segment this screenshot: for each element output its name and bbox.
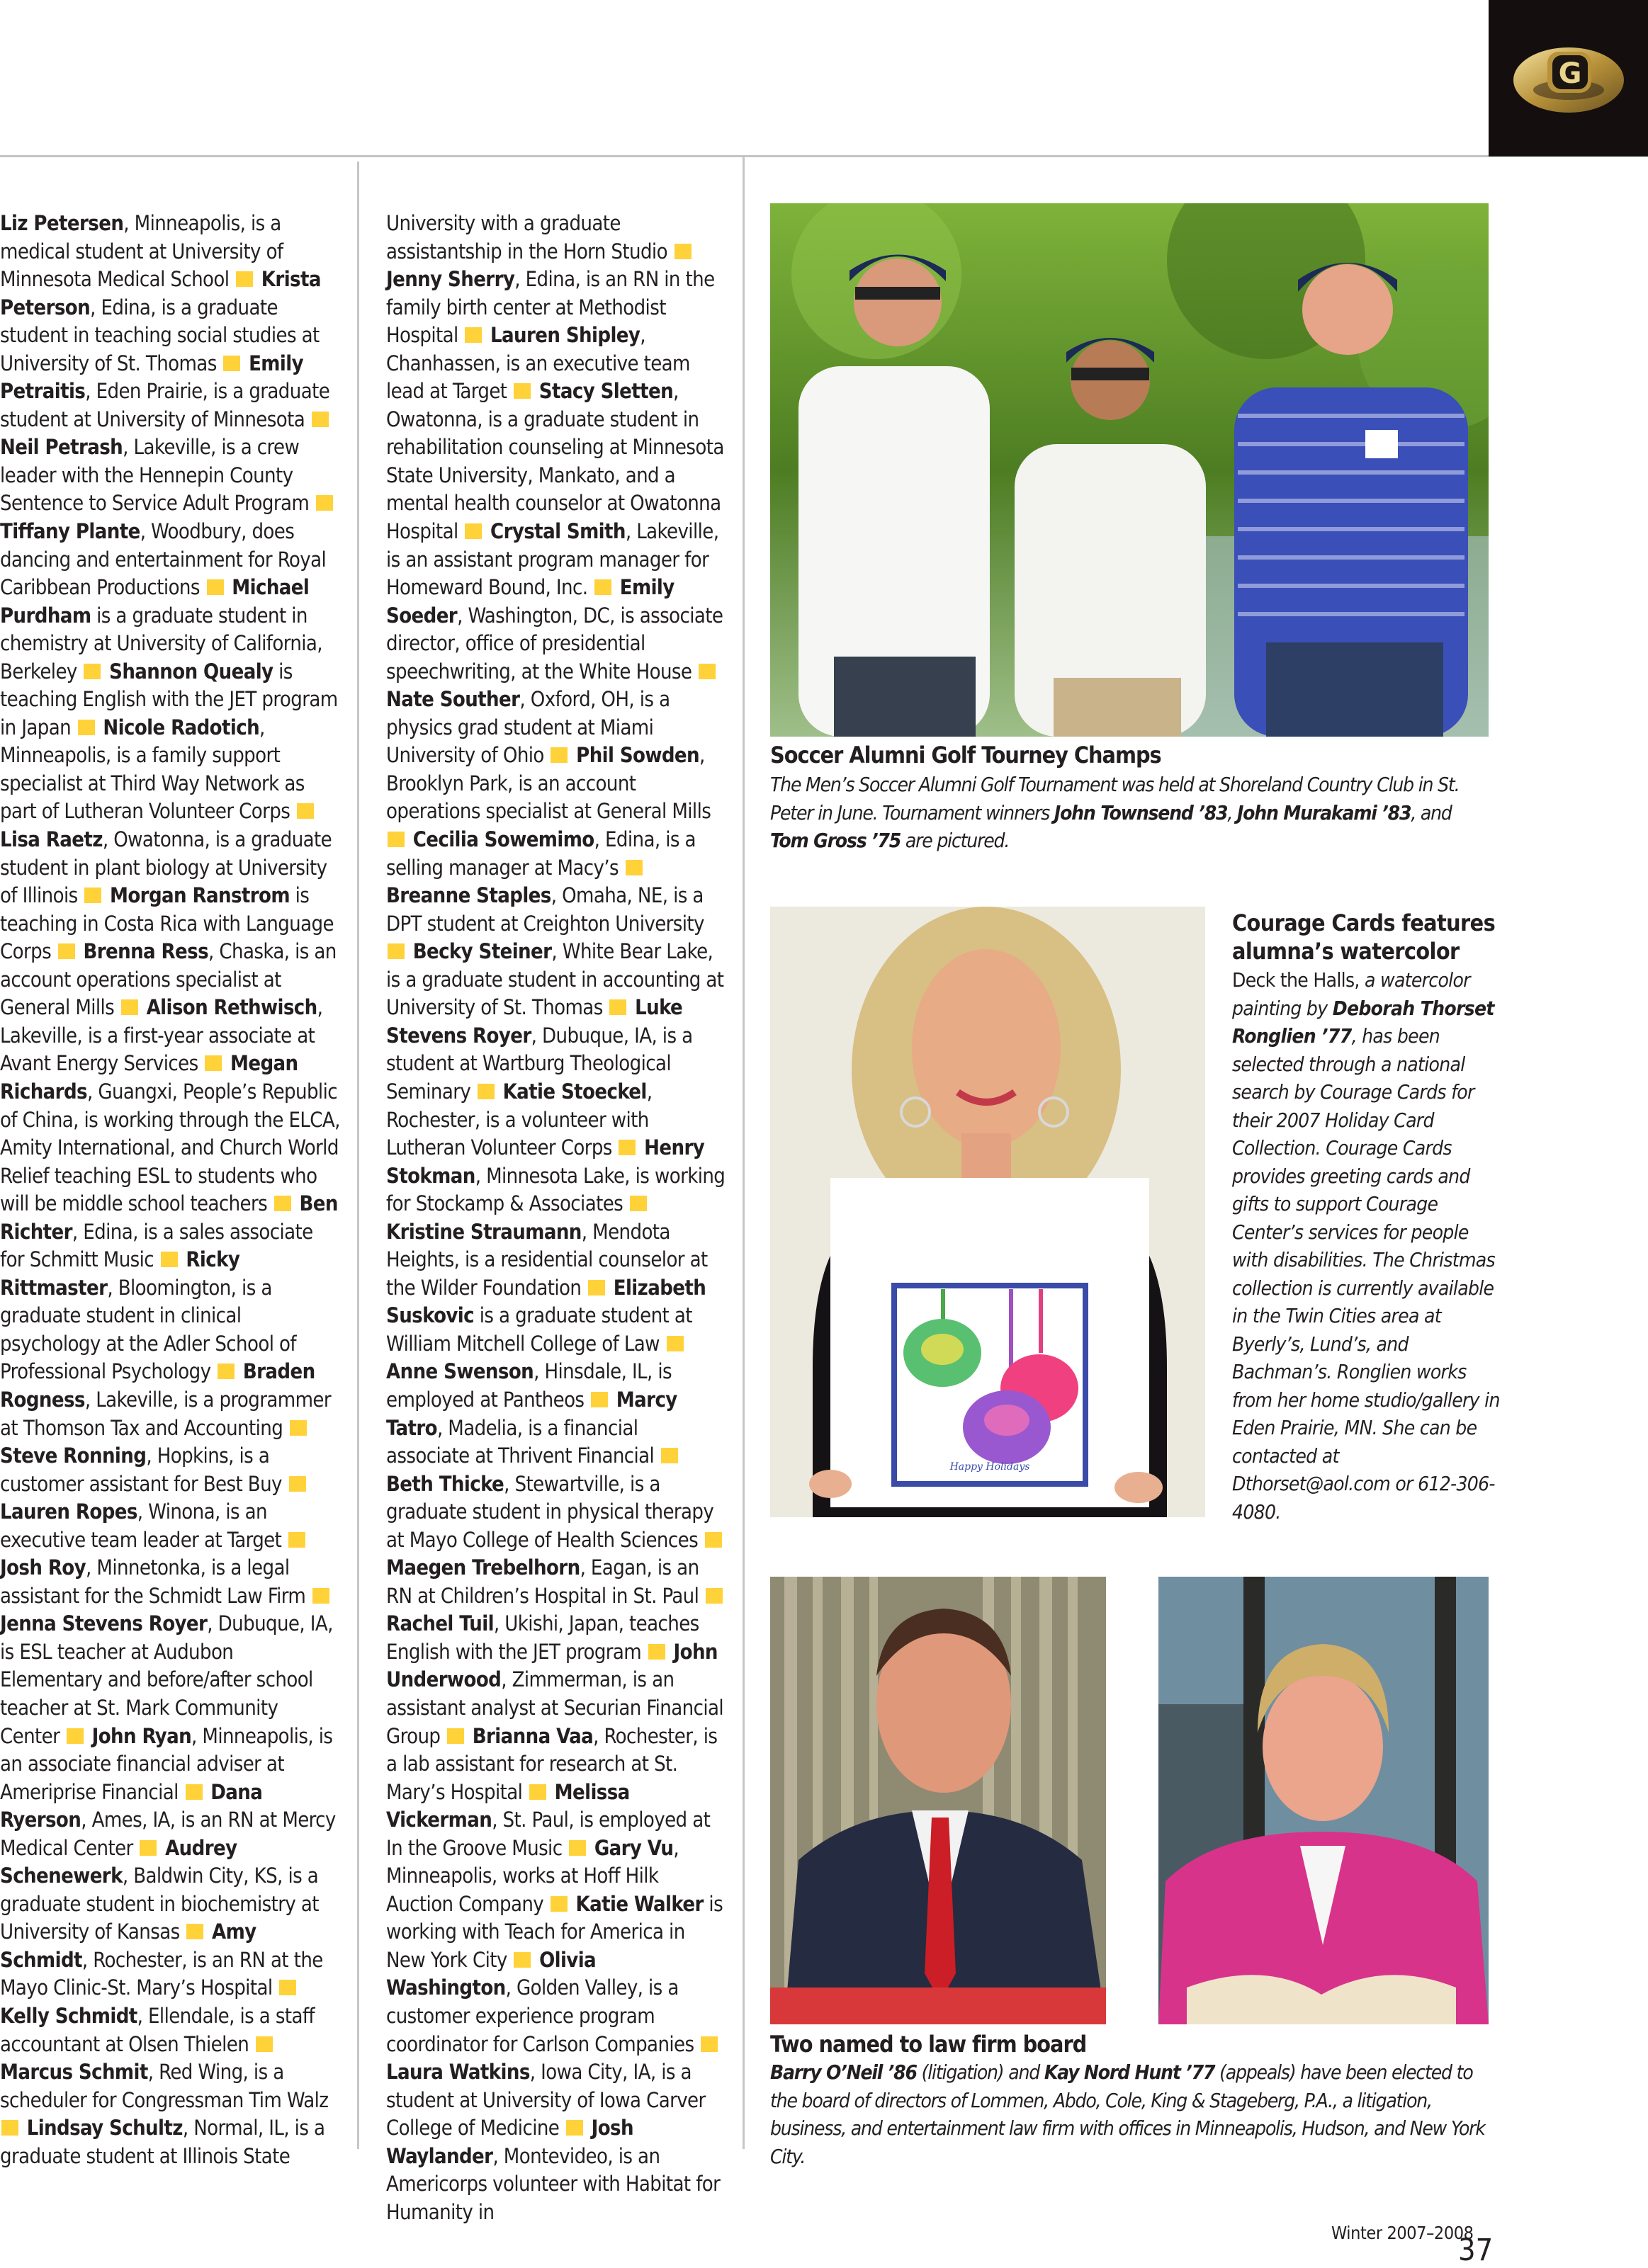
- kay-nord-hunt-photo: [1158, 1577, 1489, 2024]
- yellow-square-bullet-icon: [699, 664, 716, 679]
- alumnus-note: , Dubuque, IA, is ESL teacher at Audubon Elementary and before/after school teacher at St. Mark Community Center: [0, 1611, 333, 1748]
- golf-champs-photo: [770, 203, 1489, 737]
- card-text: Happy Holidays: [949, 1461, 1030, 1473]
- alumnus-name: Melissa Vickerman: [386, 1779, 630, 1832]
- yellow-square-bullet-icon: [78, 720, 95, 735]
- yellow-square-bullet-icon: [465, 327, 482, 343]
- alumnus-name: Jenna Stevens Royer: [0, 1611, 208, 1636]
- yellow-square-bullet-icon: [648, 1644, 665, 1660]
- alumnus-note: , Minneapolis, works at Hoff Hilk Auction Company: [386, 1835, 679, 1916]
- alumnus-note: , Eden Prairie, is a graduate student at University of Minnesota: [0, 379, 330, 431]
- yellow-square-bullet-icon: [297, 803, 314, 819]
- yellow-square-bullet-icon: [84, 888, 101, 903]
- yellow-square-bullet-icon: [569, 1840, 586, 1856]
- alumnus-note: is a graduate student in chemistry at University of California, Berkeley: [0, 603, 322, 684]
- alumnus-note: , Brooklyn Park, is an account operations specialist at General Mills: [386, 743, 711, 824]
- alumnus-name: Brenna Ress: [83, 939, 209, 964]
- yellow-square-bullet-icon: [551, 1896, 568, 1912]
- yellow-square-bullet-icon: [236, 271, 253, 287]
- yellow-square-bullet-icon: [388, 832, 405, 847]
- golf-caption-separator: , and: [1411, 800, 1452, 824]
- yellow-square-bullet-icon: [121, 999, 138, 1015]
- alumnus-note: , Washington, DC, is associate director, office of presidential speechwriting, at the White House: [386, 603, 723, 684]
- alumnus-name: Brianna Vaa: [472, 1723, 594, 1748]
- alumnus-note: , Dubuque, IA, is a student at Wartburg Theological Seminary: [386, 1023, 693, 1104]
- yellow-square-bullet-icon: [675, 244, 692, 259]
- yellow-square-bullet-icon: [1, 2120, 18, 2136]
- golf-caption-title: Soccer Alumni Golf Tourney Champs: [770, 742, 1161, 769]
- artist-name: Deborah Thorset Ronglien ’77: [1232, 996, 1494, 1048]
- alumnus-note: , Lakeville, is a first-year associate at Avant Energy Services: [0, 995, 323, 1076]
- alumnus-note: , Ukishi, Japan, teaches English with the JET program: [386, 1611, 699, 1664]
- alumnus-name: Michael Purdham: [0, 575, 310, 628]
- golf-caption-separator: ,: [1227, 800, 1237, 824]
- alumnus-note: , Oxford, OH, is a physics grad student at Miami University of Ohio: [386, 687, 670, 768]
- board-member-name: Barry O’Neil ’86: [770, 2060, 917, 2084]
- golf-caption-text: are pictured.: [901, 829, 1010, 852]
- yellow-square-bullet-icon: [588, 1280, 605, 1295]
- law-photo-1-illustration: [770, 1577, 1106, 2024]
- yellow-square-bullet-icon: [288, 1532, 305, 1548]
- alumnus-name: Steve Ronning: [0, 1444, 147, 1468]
- alumnus-name: Crystal Smith: [490, 519, 626, 544]
- alumnus-note: , Lakeville, is a programmer at Thomson Tax and Accounting: [0, 1387, 331, 1440]
- alumnus-note: , Rochester, is a volunteer with Lutheran Volunteer Corps: [386, 1079, 653, 1160]
- alumnus-name: Dana Ryerson: [0, 1779, 263, 1832]
- alumnus-note: , Hinsdale, IL, is employed at Pantheos: [386, 1359, 672, 1412]
- column-divider-2: [743, 157, 745, 2149]
- alumnus-name: Olivia Washington: [386, 1947, 597, 2000]
- artwork-title: Deck the Halls,: [1232, 968, 1360, 992]
- alumnus-note: , Edina, is a sales associate for Schmitt Music: [0, 1219, 313, 1272]
- golf-caption-text: The Men’s Soccer Alumni Golf Tournament was held at Shoreland Country Club in St. Peter in June. Tournament winners: [770, 773, 1460, 824]
- yellow-square-bullet-icon: [465, 523, 482, 539]
- alumnus-note: is teaching English with the JET program in Japan: [0, 659, 338, 739]
- alumnus-name: Megan Richards: [0, 1051, 298, 1104]
- yellow-square-bullet-icon: [529, 1784, 546, 1800]
- alumnus-note: , Baldwin City, KS, is a graduate student in biochemistry at University of Kansas: [0, 1864, 319, 1944]
- lawfirm-caption-text: (litigation) and: [916, 2060, 1044, 2084]
- alumnus-name: Cecilia Sowemimo: [412, 827, 594, 852]
- yellow-square-bullet-icon: [478, 1084, 495, 1099]
- yellow-square-bullet-icon: [186, 1784, 203, 1800]
- yellow-square-bullet-icon: [223, 356, 240, 371]
- alumnus-note: , White Bear Lake, is a graduate student in accounting at University of St. Thomas: [386, 939, 724, 1020]
- alumnus-note: , St. Paul, is employed at In the Groove Music: [386, 1808, 711, 1860]
- alumnus-name: Rachel Tuil: [386, 1611, 494, 1636]
- yellow-square-bullet-icon: [705, 1532, 722, 1548]
- alumnus-name: Becky Steiner: [412, 939, 552, 964]
- board-member-name: Kay Nord Hunt ’77: [1044, 2060, 1215, 2084]
- alumnus-name: Henry Stokman: [386, 1135, 705, 1188]
- alumnus-name: Ricky Rittmaster: [0, 1247, 240, 1300]
- yellow-square-bullet-icon: [256, 2036, 273, 2052]
- yellow-square-bullet-icon: [388, 943, 405, 959]
- yellow-square-bullet-icon: [161, 1252, 178, 1267]
- yellow-square-bullet-icon: [312, 1588, 329, 1604]
- alumnus-note: , Woodbury, does dancing and entertainment for Royal Caribbean Productions: [0, 519, 327, 600]
- alumnus-name: Tiffany Plante: [0, 519, 140, 544]
- alumnus-note: , Minneapolis, is a medical student at University of Minnesota Medical School: [0, 211, 283, 292]
- lawfirm-caption-text: (appeals) have been elected to the board of directors of Lommen, Abdo, Cole, King & Stageberg, P.A., a litigation, business, and entertainment law firm with offices in Minneapolis, Hudson, and New York City.: [770, 2060, 1485, 2168]
- yellow-square-bullet-icon: [290, 1420, 307, 1436]
- alumnus-note: , Edina, is a selling manager at Macy’s: [386, 827, 696, 880]
- alumnus-name: Elizabeth Suskovic: [386, 1275, 706, 1328]
- alumnus-note: , Rochester, is a lab assistant for research at St. Mary’s Hospital: [386, 1723, 718, 1804]
- alumnus-name: Jenny Sherry: [386, 267, 515, 292]
- alumnus-name: Marcus Schmit: [0, 2060, 148, 2085]
- yellow-square-bullet-icon: [566, 2120, 583, 2136]
- alumnus-note: , Mendota Heights, is a residential counselor at the Wilder Foundation: [386, 1219, 708, 1300]
- alumnus-note: , Omaha, NE, is a DPT student at Creighton University: [386, 883, 704, 936]
- alumnus-name: Lisa Raetz: [0, 827, 103, 852]
- alumnus-note: , Owatonna, is a graduate student in rehabilitation counseling at Minnesota State University, Mankato, and a mental health counselor at Owatonna Hospital: [386, 379, 724, 544]
- alumnus-name: Maegen Trebelhorn: [386, 1555, 580, 1580]
- alumnus-note: , Golden Valley, is a customer experience program coordinator for Carlson Companies: [386, 1975, 694, 2056]
- alumnus-note: , Winona, is an executive team leader at Target: [0, 1499, 282, 1552]
- alumnus-note: , Minneapolis, is an associate financial adviser at Ameriprise Financial: [0, 1723, 333, 1804]
- yellow-square-bullet-icon: [706, 1588, 723, 1604]
- alumnus-name: Katie Walker: [575, 1891, 704, 1916]
- alumnus-name: Audrey Schenewerk: [0, 1835, 237, 1888]
- alumnus-note: , Chaska, is an account operations specialist at General Mills: [0, 939, 337, 1020]
- yellow-square-bullet-icon: [701, 2036, 718, 2052]
- alumnus-name: Beth Thicke: [386, 1471, 504, 1496]
- lawfirm-caption-body: [770, 2058, 1493, 2170]
- alumnus-name: Katie Stoeckel: [502, 1079, 647, 1104]
- alumnus-note: , Edina, is a graduate student in teaching social studies at University of St. Thomas: [0, 295, 320, 375]
- alumnus-name: Shannon Quealy: [109, 659, 273, 684]
- alumnus-note: is teaching in Costa Rica with Language Corps: [0, 883, 334, 964]
- courage-caption-title: Courage Cards features alumna’s watercolor: [1232, 909, 1496, 965]
- alumnus-name: Lauren Shipley: [490, 323, 640, 348]
- alumnus-note: , Guangxi, People’s Republic of China, is working through the ELCA, Amity International, and Church World Relief teaching ESL to students who will be middle school teachers: [0, 1079, 340, 1216]
- alumnus-name: Josh Waylander: [386, 2116, 633, 2168]
- alumnus-name: Braden Rogness: [0, 1359, 315, 1412]
- yellow-square-bullet-icon: [447, 1728, 464, 1744]
- alumnus-note: , Red Wing, is a scheduler for Congressman Tim Walz: [0, 2060, 329, 2112]
- alumnus-name: Anne Swenson: [386, 1359, 534, 1384]
- alumnus-name: Krista Peterson: [0, 267, 321, 319]
- courage-caption-body: [1232, 966, 1501, 1526]
- alumni-notes-column-2: [386, 210, 726, 2226]
- yellow-square-bullet-icon: [609, 999, 626, 1015]
- yellow-square-bullet-icon: [514, 383, 531, 399]
- yellow-square-bullet-icon: [186, 1924, 203, 1939]
- alumnus-note: , Madelia, is a financial associate at Thrivent Financial: [386, 1415, 655, 1468]
- alumnus-note: , Montevideo, is an Americorps volunteer with Habitat for Humanity in: [386, 2143, 721, 2224]
- alumnus-note: , Bloomington, is a graduate student in clinical psychology at the Adler School of Professional Psychology: [0, 1275, 296, 1384]
- yellow-square-bullet-icon: [312, 412, 329, 427]
- alumnus-name: John Underwood: [386, 1639, 718, 1692]
- courage-caption-text: , has been selected through a national search by Courage Cards for their 2007 Holiday Card Collection. Courage Cards provides greeting cards and gifts to support Courage Center’s services for people with disabilities. The Christmas collection is currently available in the Twin Cities area at Byerly’s, Lund’s, and Bachman’s. Ronglien works from her home studio/gallery in Eden Prairie, MN. She can be contacted at Dthorset@aol.com or 612-306-4080.: [1232, 1024, 1500, 1524]
- alumnus-note: , Minnesota Lake, is working for Stockamp & Associates: [386, 1163, 726, 1216]
- alumnus-name: Luke Stevens Royer: [386, 995, 683, 1048]
- courage-photo-illustration: [770, 907, 1205, 1517]
- alumnus-name: Phil Sowden: [576, 743, 699, 768]
- class-ring-image: [1489, 0, 1648, 157]
- alumnus-name: Kelly Schmidt: [0, 2004, 137, 2028]
- alumni-notes-text: [0, 210, 340, 2170]
- alumnus-name: Liz Petersen: [0, 211, 124, 235]
- alumnus-note: , Chanhassen, is an executive team lead at Target: [386, 323, 690, 404]
- alumnus-name: John Ryan: [91, 1723, 192, 1748]
- yellow-square-bullet-icon: [551, 747, 568, 763]
- yellow-square-bullet-icon: [594, 579, 611, 595]
- alumnus-name: Ben Richter: [0, 1191, 338, 1244]
- courage-cards-photo: [770, 907, 1205, 1517]
- alumnus-note: , Iowa City, IA, is a student at University of Iowa Carver College of Medicine: [386, 2060, 706, 2141]
- yellow-square-bullet-icon: [67, 1728, 84, 1744]
- yellow-square-bullet-icon: [514, 1952, 531, 1968]
- lawfirm-caption-title: Two named to law firm board: [770, 2031, 1087, 2058]
- alumnus-name: Breanne Staples: [386, 883, 551, 908]
- alumnus-name: Kristine Straumann: [386, 1219, 582, 1244]
- yellow-square-bullet-icon: [279, 1980, 296, 1995]
- ring-letter: G: [1558, 57, 1582, 90]
- alumnus-name: Amy Schmidt: [0, 1920, 256, 1972]
- alumnus-name: Marcy Tatro: [386, 1387, 677, 1440]
- alumnus-name: Morgan Ranstrom: [109, 883, 290, 908]
- alumni-notes-column-1: [0, 210, 340, 2170]
- alumnus-note: , Lakeville, is an assistant program manager for Homeward Bound, Inc.: [386, 519, 719, 600]
- yellow-square-bullet-icon: [626, 860, 643, 875]
- yellow-square-bullet-icon: [667, 1336, 684, 1351]
- golf-winner-name: John Murakami ’83: [1236, 800, 1411, 824]
- golf-photo-illustration: [770, 203, 1489, 737]
- yellow-square-bullet-icon: [58, 943, 75, 959]
- alumnus-name: Lauren Ropes: [0, 1499, 137, 1524]
- alumni-notes-text: [386, 210, 726, 2226]
- alumnus-note: , Normal, IL, is a graduate student at Illinois State: [0, 2116, 325, 2168]
- alumnus-note: , Edina, is an RN in the family birth center at Methodist Hospital: [386, 267, 715, 348]
- alumnus-name: Neil Petrash: [0, 435, 123, 460]
- courage-caption-text: a watercolor painting by: [1232, 968, 1470, 1020]
- golf-winner-name: Tom Gross ’75: [770, 829, 901, 852]
- alumnus-name: Gary Vu: [594, 1835, 674, 1860]
- issue-label: Winter 2007–2008: [1331, 2223, 1474, 2243]
- page-number: 37: [1458, 2233, 1494, 2268]
- alumnus-name: Josh Roy: [0, 1555, 86, 1580]
- alumnus-name: Emily Soeder: [386, 575, 675, 628]
- alumnus-note: , Ellendale, is a staff accountant at Olsen Thielen: [0, 2004, 315, 2056]
- alumnus-note: , Zimmerman, is an assistant analyst at Securian Financial Group: [386, 1667, 724, 1748]
- alumnus-note: , Stewartville, is a graduate student in physical therapy at Mayo College of Health Sciences: [386, 1471, 714, 1552]
- alumnus-name: Stacy Sletten: [538, 379, 674, 404]
- alumnus-name: Laura Watkins: [386, 2060, 530, 2085]
- alumnus-note: , Minnetonka, is a legal assistant for the Schmidt Law Firm: [0, 1555, 306, 1608]
- alumnus-name: Emily Petraitis: [0, 351, 303, 404]
- alumnus-name: Alison Rethwisch: [146, 995, 317, 1020]
- alumnus-note: , Owatonna, is a graduate student in plant biology at University of Illinois: [0, 827, 332, 908]
- alumnus-note: , Ames, IA, is an RN at Mercy Medical Center: [0, 1808, 336, 1860]
- alumnus-name: Nate Souther: [386, 687, 520, 712]
- alumnus-note: is working with Teach for America in New York City: [386, 1891, 723, 1972]
- yellow-square-bullet-icon: [661, 1448, 678, 1463]
- yellow-square-bullet-icon: [205, 1055, 222, 1071]
- golf-winner-name: John Townsend ’83: [1054, 800, 1228, 824]
- law-photo-2-illustration: [1158, 1577, 1489, 2024]
- yellow-square-bullet-icon: [140, 1840, 157, 1856]
- alumnus-name: Lindsay Schultz: [26, 2116, 183, 2141]
- alumnus-note: , Hopkins, is a customer assistant for Best Buy: [0, 1444, 282, 1496]
- alumnus-note: , Eagan, is an RN at Children’s Hospital in St. Paul: [386, 1555, 699, 1608]
- yellow-square-bullet-icon: [316, 495, 333, 511]
- continued-lead: University with a graduate assistantship in the Horn Studio: [386, 211, 667, 263]
- yellow-square-bullet-icon: [207, 579, 224, 595]
- yellow-square-bullet-icon: [218, 1363, 235, 1379]
- barry-oneil-photo: [770, 1577, 1106, 2024]
- yellow-square-bullet-icon: [274, 1196, 291, 1211]
- column-divider-1: [357, 161, 359, 2149]
- golf-caption-body: [770, 771, 1493, 855]
- alumnus-note: , Lakeville, is a crew leader with the Hennepin County Sentence to Service Adult Program: [0, 435, 310, 516]
- yellow-square-bullet-icon: [289, 1476, 306, 1492]
- yellow-square-bullet-icon: [591, 1392, 608, 1407]
- alumnus-note: , Rochester, is an RN at the Mayo Clinic-St. Mary’s Hospital: [0, 1947, 323, 2000]
- yellow-square-bullet-icon: [84, 664, 101, 679]
- alumnus-note: is a graduate student at William Mitchell College of Law: [386, 1303, 692, 1356]
- yellow-square-bullet-icon: [630, 1196, 647, 1211]
- alumnus-note: , Minneapolis, is a family support specialist at Third Way Network as part of Lutheran Volunteer Corps: [0, 715, 305, 824]
- alumnus-name: Nicole Radotich: [103, 715, 260, 739]
- ring-icon: [1508, 39, 1629, 117]
- yellow-square-bullet-icon: [619, 1140, 636, 1155]
